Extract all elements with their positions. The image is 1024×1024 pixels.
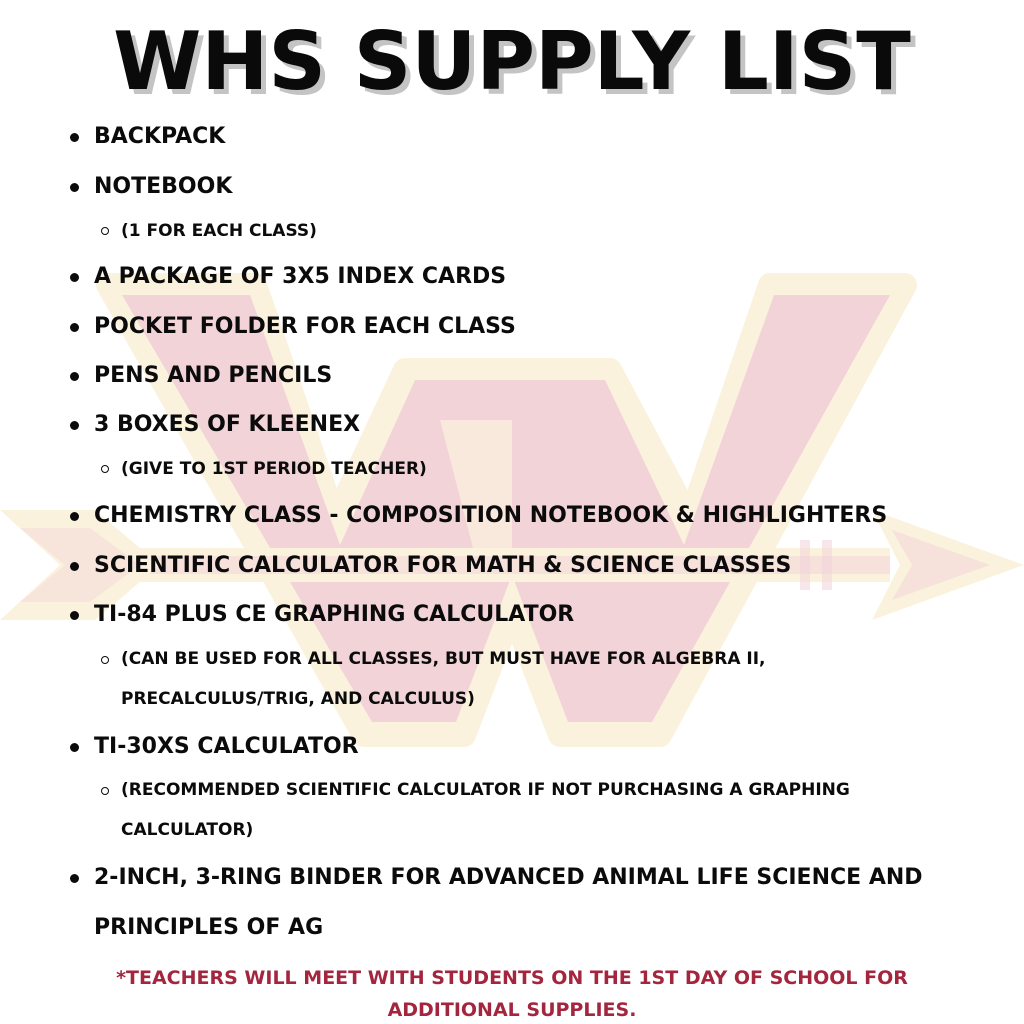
bullet-icon [70, 743, 79, 752]
list-item: NOTEBOOK [94, 174, 233, 199]
bullet-icon [70, 323, 79, 332]
list-item: POCKET FOLDER FOR EACH CLASS [94, 314, 516, 339]
list-subitem: (CAN BE USED FOR ALL CLASSES, BUT MUST HAVE FOR ALGEBRA II, PRECALCULUS/TRIG, AND CALCULUS) [121, 649, 766, 709]
list-subitem: (RECOMMENDED SCIENTIFIC CALCULATOR IF NOT PURCHASING A GRAPHING CALCULATOR) [121, 780, 850, 840]
bullet-icon [70, 421, 79, 430]
bullet-icon [70, 372, 79, 381]
sub-bullet-icon [101, 787, 109, 795]
list-subitem: (GIVE TO 1ST PERIOD TEACHER) [121, 459, 427, 479]
list-item: CHEMISTRY CLASS - COMPOSITION NOTEBOOK & HIGHLIGHTERS [94, 503, 888, 528]
list-item: SCIENTIFIC CALCULATOR FOR MATH & SCIENCE CLASSES [94, 553, 792, 578]
list-item: 2-INCH, 3-RING BINDER FOR ADVANCED ANIMAL LIFE SCIENCE AND PRINCIPLES OF AG [94, 865, 923, 940]
page-title: WHS SUPPLY LIST [113, 15, 911, 108]
bullet-icon [70, 133, 79, 142]
list-item: BACKPACK [94, 124, 226, 149]
bullet-icon [70, 183, 79, 192]
bullet-icon [70, 512, 79, 521]
list-item: TI-84 PLUS CE GRAPHING CALCULATOR [94, 602, 575, 627]
list-subitem: (1 FOR EACH CLASS) [121, 221, 317, 241]
sub-bullet-icon [101, 465, 109, 473]
list-item: 3 BOXES OF KLEENEX [94, 412, 361, 437]
bullet-icon [70, 874, 79, 883]
sub-bullet-icon [101, 656, 109, 664]
bullet-icon [70, 273, 79, 282]
bullet-icon [70, 611, 79, 620]
list-item: A PACKAGE OF 3X5 INDEX CARDS [94, 264, 507, 289]
footer-note: *TEACHERS WILL MEET WITH STUDENTS ON THE 1ST DAY OF SCHOOL FOR ADDITIONAL SUPPLIES. [116, 967, 908, 1021]
sub-bullet-icon [101, 227, 109, 235]
list-item: TI-30XS CALCULATOR [94, 734, 359, 759]
bullet-icon [70, 562, 79, 571]
list-item: PENS AND PENCILS [94, 363, 333, 388]
